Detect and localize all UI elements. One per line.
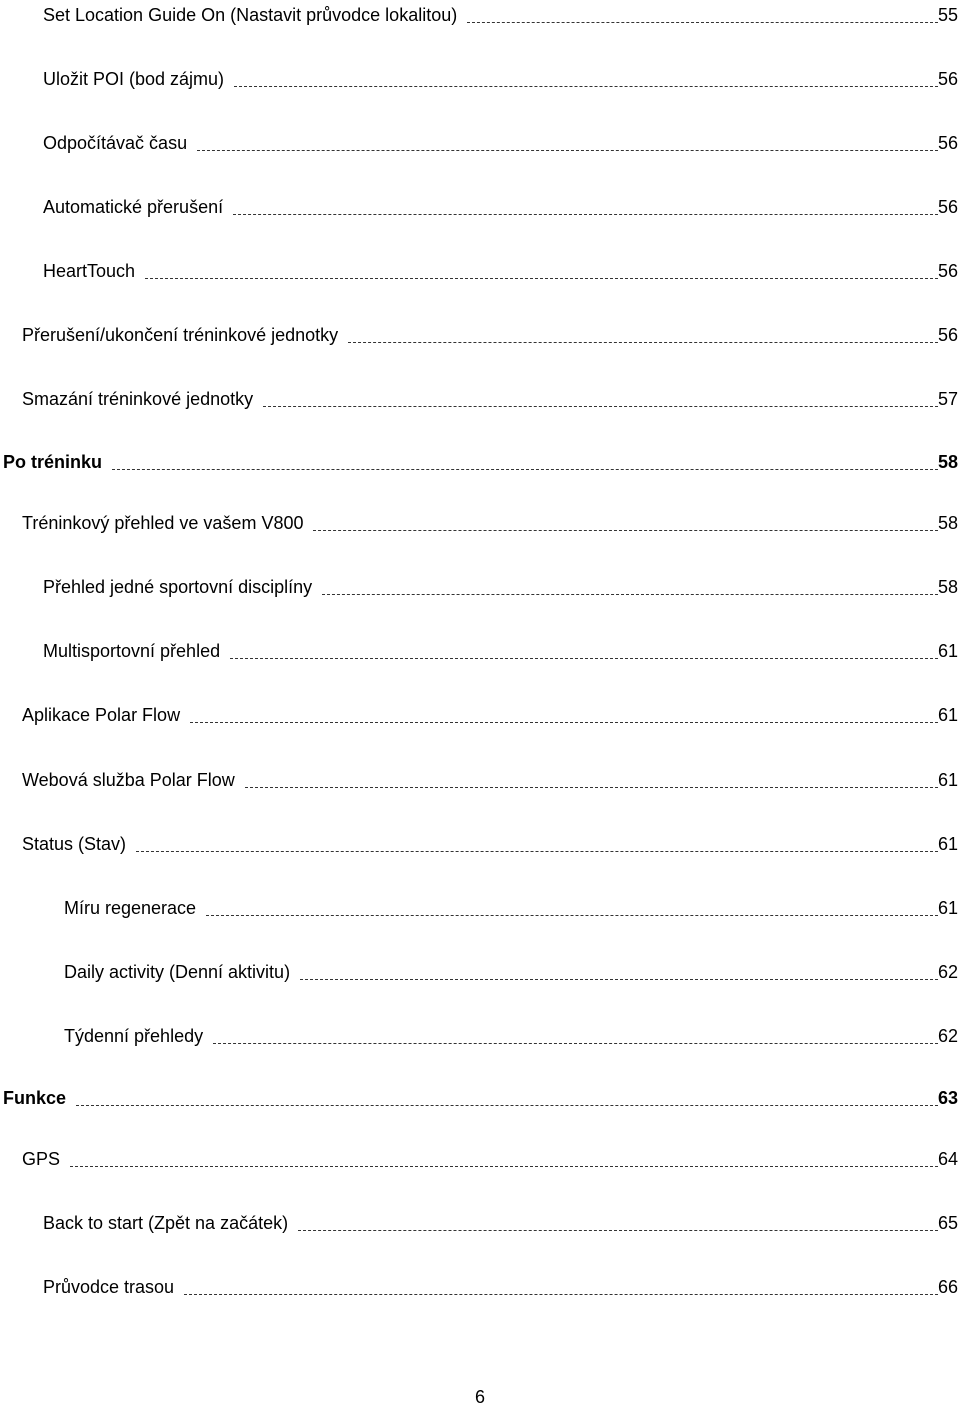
toc-entry-title: Multisportovní přehled bbox=[43, 641, 221, 661]
toc-chapter-entry[interactable] bbox=[0, 447, 958, 473]
dot-leader bbox=[206, 914, 938, 916]
toc-entry-page: 58 bbox=[937, 513, 958, 533]
toc-entry-page: 61 bbox=[937, 641, 958, 661]
dot-leader bbox=[136, 850, 938, 852]
toc-entry[interactable] bbox=[0, 320, 958, 346]
dot-leader bbox=[76, 1104, 938, 1106]
toc-entry-title: Průvodce trasou bbox=[43, 1277, 175, 1297]
dot-leader bbox=[190, 721, 938, 723]
dot-leader bbox=[213, 1042, 938, 1044]
toc-entry-title: Status (Stav) bbox=[22, 834, 127, 854]
toc-entry-title: Odpočítávač času bbox=[43, 133, 188, 153]
toc-entry-title: GPS bbox=[22, 1149, 61, 1169]
toc-entry-title: Přehled jedné sportovní disciplíny bbox=[43, 577, 313, 597]
toc-entry[interactable] bbox=[0, 572, 958, 598]
toc-entry[interactable] bbox=[0, 893, 958, 919]
toc-entry-page: 58 bbox=[937, 452, 958, 472]
toc-entry[interactable] bbox=[0, 256, 958, 282]
toc-entry-title: Smazání tréninkové jednotky bbox=[22, 389, 254, 409]
toc-entry[interactable] bbox=[0, 1208, 958, 1234]
dot-leader bbox=[322, 593, 938, 595]
toc-entry[interactable] bbox=[0, 64, 958, 90]
toc-entry-page: 61 bbox=[937, 898, 958, 918]
toc-entry[interactable] bbox=[0, 1144, 958, 1170]
toc-entry-title: Set Location Guide On (Nastavit průvodce lokalitou) bbox=[43, 5, 458, 25]
toc-entry-title: Přerušení/ukončení tréninkové jednotky bbox=[22, 325, 339, 345]
dot-leader bbox=[348, 341, 938, 343]
dot-leader bbox=[467, 21, 938, 23]
toc-entry-title: Daily activity (Denní aktivitu) bbox=[64, 962, 291, 982]
dot-leader bbox=[313, 529, 937, 531]
dot-leader bbox=[145, 277, 938, 279]
toc-entry-title: Funkce bbox=[3, 1088, 67, 1108]
toc-entry-page: 58 bbox=[937, 577, 958, 597]
toc-entry[interactable] bbox=[0, 384, 958, 410]
toc-entry-page: 57 bbox=[937, 389, 958, 409]
toc-entry[interactable] bbox=[0, 1021, 958, 1047]
toc-entry-page: 66 bbox=[937, 1277, 958, 1297]
toc-entry-page: 62 bbox=[937, 962, 958, 982]
toc-entry[interactable] bbox=[0, 829, 958, 855]
toc-entry-page: 56 bbox=[937, 133, 958, 153]
toc-entry[interactable] bbox=[0, 957, 958, 983]
dot-leader bbox=[112, 468, 938, 470]
toc-entry-title: Týdenní přehledy bbox=[64, 1026, 204, 1046]
toc-entry[interactable] bbox=[0, 636, 958, 662]
dot-leader bbox=[298, 1229, 938, 1231]
dot-leader bbox=[245, 786, 938, 788]
toc-entry[interactable] bbox=[0, 0, 958, 26]
dot-leader bbox=[234, 85, 938, 87]
dot-leader bbox=[230, 657, 938, 659]
toc-entry[interactable] bbox=[0, 192, 958, 218]
toc-entry-title: Uložit POI (bod zájmu) bbox=[43, 69, 225, 89]
toc-entry-title: Aplikace Polar Flow bbox=[22, 705, 181, 725]
toc-entry-page: 55 bbox=[937, 5, 958, 25]
toc-entry-title: Po tréninku bbox=[3, 452, 103, 472]
dot-leader bbox=[263, 405, 938, 407]
toc-entry[interactable] bbox=[0, 508, 958, 534]
toc-entry-page: 56 bbox=[937, 325, 958, 345]
toc-entry-title: Míru regenerace bbox=[64, 898, 197, 918]
toc-entry[interactable] bbox=[0, 700, 958, 726]
dot-leader bbox=[300, 978, 938, 980]
toc-entry-page: 56 bbox=[937, 261, 958, 281]
toc-entry-page: 65 bbox=[937, 1213, 958, 1233]
toc-entry-page: 61 bbox=[937, 705, 958, 725]
dot-leader bbox=[233, 213, 938, 215]
toc-entry-page: 63 bbox=[937, 1088, 958, 1108]
toc-entry-title: Tréninkový přehled ve vašem V800 bbox=[22, 513, 304, 533]
toc-entry-page: 61 bbox=[937, 770, 958, 790]
dot-leader bbox=[184, 1293, 938, 1295]
toc-entry-page: 62 bbox=[937, 1026, 958, 1046]
toc-entry[interactable] bbox=[0, 128, 958, 154]
toc-entry-title: Webová služba Polar Flow bbox=[22, 770, 235, 790]
toc-entry-page: 56 bbox=[937, 197, 958, 217]
toc-entry-page: 61 bbox=[937, 834, 958, 854]
toc-entry[interactable] bbox=[0, 1272, 958, 1298]
toc-entry-title: Automatické přerušení bbox=[43, 197, 224, 217]
toc-entry-title: HeartTouch bbox=[43, 261, 136, 281]
dot-leader bbox=[70, 1165, 938, 1167]
toc-entry-page: 56 bbox=[937, 69, 958, 89]
toc-chapter-entry[interactable] bbox=[0, 1083, 958, 1109]
page-number: 6 bbox=[474, 1387, 485, 1407]
toc-entry-title: Back to start (Zpět na začátek) bbox=[43, 1213, 289, 1233]
toc-entry-page: 64 bbox=[937, 1149, 958, 1169]
toc-entry[interactable] bbox=[0, 765, 958, 791]
dot-leader bbox=[197, 149, 938, 151]
